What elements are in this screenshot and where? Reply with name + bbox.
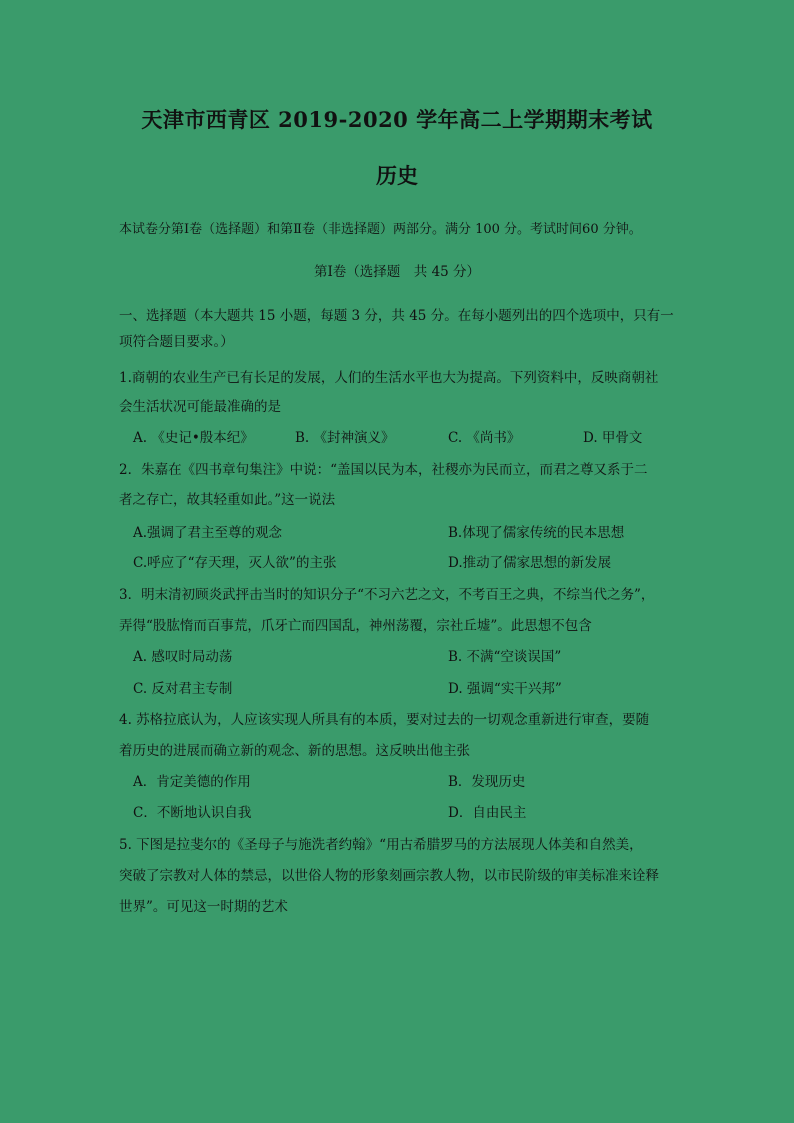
question-4-option-b[interactable]: B．发现历史	[448, 774, 526, 790]
question-5-stem-line1: 5. 下图是拉斐尔的《圣母子与施洗者约翰》“用古希腊罗马的方法展现人体美和自然美，	[119, 837, 643, 853]
question-1-stem-line1: 1.商朝的农业生产已有长足的发展，人们的生活水平也大为提高。下列资料中，反映商朝社	[119, 370, 659, 386]
question-2-option-d[interactable]: D.推动了儒家思想的新发展	[448, 555, 612, 571]
question-5-stem-line3: 世界”。可见这一时期的艺术	[119, 899, 288, 915]
section1-instructions-line1: 一、选择题（本大题共 15 小题，每题 3 分，共 45 分。在每小题列出的四个选项中，只有一	[119, 308, 674, 324]
question-4-stem-line1: 4. 苏格拉底认为，人应该实现人所具有的本质，要对过去的一切观念重新进行审查，要随	[119, 712, 650, 728]
question-3-option-c[interactable]: C. 反对君主专制	[133, 681, 233, 697]
question-3-option-a[interactable]: A. 感叹时局动荡	[133, 649, 233, 665]
question-3-option-b[interactable]: B. 不满“空谈误国”	[448, 649, 562, 665]
question-1-stem-line2: 会生活状况可能最准确的是	[119, 399, 281, 415]
question-3-stem-line1: 3．明末清初顾炎武抨击当时的知识分子“不习六艺之文，不考百王之典，不综当代之务”，	[119, 587, 655, 603]
question-2-stem-line1: 2．朱嘉在《四书章句集注》中说：“盖国以民为本，社稷亦为民而立，而君之尊又系于二	[119, 462, 648, 478]
page-title: 天津市西青区 2019-2020 学年高二上学期期末考试	[141, 107, 653, 132]
question-2-option-c[interactable]: C.呼应了“存天理，灭人欲”的主张	[133, 555, 337, 571]
subject-title: 历史	[376, 163, 418, 188]
question-1-option-c[interactable]: C. 《尚书》	[448, 430, 521, 446]
question-3-stem-line2: 弄得“股肱惰而百事荒，爪牙亡而四国乱，神州荡覆，宗社丘墟”。此思想不包含	[119, 618, 592, 634]
question-2-option-b[interactable]: B.体现了儒家传统的民本思想	[448, 525, 625, 541]
question-4-option-a[interactable]: A．肯定美德的作用	[133, 774, 251, 790]
question-2-option-a[interactable]: A.强调了君主至尊的观念	[133, 525, 283, 541]
question-4-option-c[interactable]: C．不断地认识自我	[133, 805, 252, 821]
section1-instructions-line2: 项符合题目要求。）	[119, 334, 234, 350]
question-4-stem-line2: 着历史的进展而确立新的观念、新的思想。这反映出他主张	[119, 743, 470, 759]
exam-intro: 本试卷分第Ⅰ卷（选择题）和第Ⅱ卷（非选择题）两部分。满分 100 分。考试时间60 分钟。	[119, 222, 642, 237]
question-5-stem-line2: 突破了宗教对人体的禁忌，以世俗人物的形象刻画宗教人物，以市民阶级的审美标准来诠释	[119, 868, 659, 884]
part1-heading: 第Ⅰ卷（选择题 共 45 分）	[313, 264, 481, 280]
question-1-option-a[interactable]: A. 《史记•殷本纪》	[133, 430, 254, 446]
question-1-option-b[interactable]: B. 《封神演义》	[295, 430, 395, 446]
question-1-option-d[interactable]: D. 甲骨文	[583, 430, 643, 446]
question-3-option-d[interactable]: D. 强调“实干兴邦”	[448, 681, 562, 697]
question-4-option-d[interactable]: D．自由民主	[448, 805, 527, 821]
question-2-stem-line2: 者之存亡，故其轻重如此。”这一说法	[119, 492, 336, 508]
